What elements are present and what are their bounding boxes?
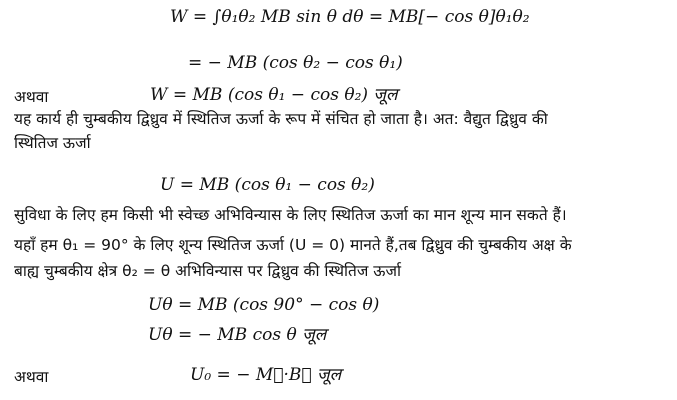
potential-energy-equation: U = MB (cos θ₁ − cos θ₂) — [160, 175, 375, 195]
potential-energy-theta-final: Uθ = − MB cos θ जूल — [148, 325, 327, 345]
work-equation-step: = − MB (cos θ₂ − cos θ₁) — [188, 53, 403, 73]
paragraph-2-line-2: यहाँ हम θ₁ = 90° के लिए शून्य स्थितिज ऊर्जा (U = 0) मानते हैं,तब द्विध्रुव की चुम्बकीय अक्ष के — [14, 236, 572, 254]
paragraph-2-line-1: सुविधा के लिए हम किसी भी स्वेच्छ अभिविन्यास के लिए स्थितिज ऊर्जा का मान शून्य मान सकते हैं। — [14, 206, 567, 224]
paragraph-1-line-2: स्थितिज ऊर्जा — [14, 134, 91, 152]
potential-energy-theta-equation: Uθ = MB (cos 90° − cos θ) — [148, 295, 380, 315]
dot-product-equation: U₀ = − M⃗·B⃗ जूल — [190, 365, 342, 385]
work-integral-equation: W = ∫θ₁θ₂ MB sin θ dθ = MB[− cos θ]θ₁θ₂ — [170, 7, 530, 27]
work-equation-final: W = MB (cos θ₁ − cos θ₂) जूल — [150, 85, 398, 105]
athva-label-1: अथवा — [14, 88, 49, 106]
athva-label-2: अथवा — [14, 368, 49, 386]
paragraph-1-line-1: यह कार्य ही चुम्बकीय द्विध्रुव में स्थितिज ऊर्जा के रूप में संचित हो जाता है। अत: वैद्युत द्विध्रुव की — [14, 110, 548, 128]
paragraph-2-line-3: बाह्य चुम्बकीय क्षेत्र θ₂ = θ अभिविन्यास पर द्विध्रुव की स्थितिज ऊर्जा — [14, 262, 401, 280]
